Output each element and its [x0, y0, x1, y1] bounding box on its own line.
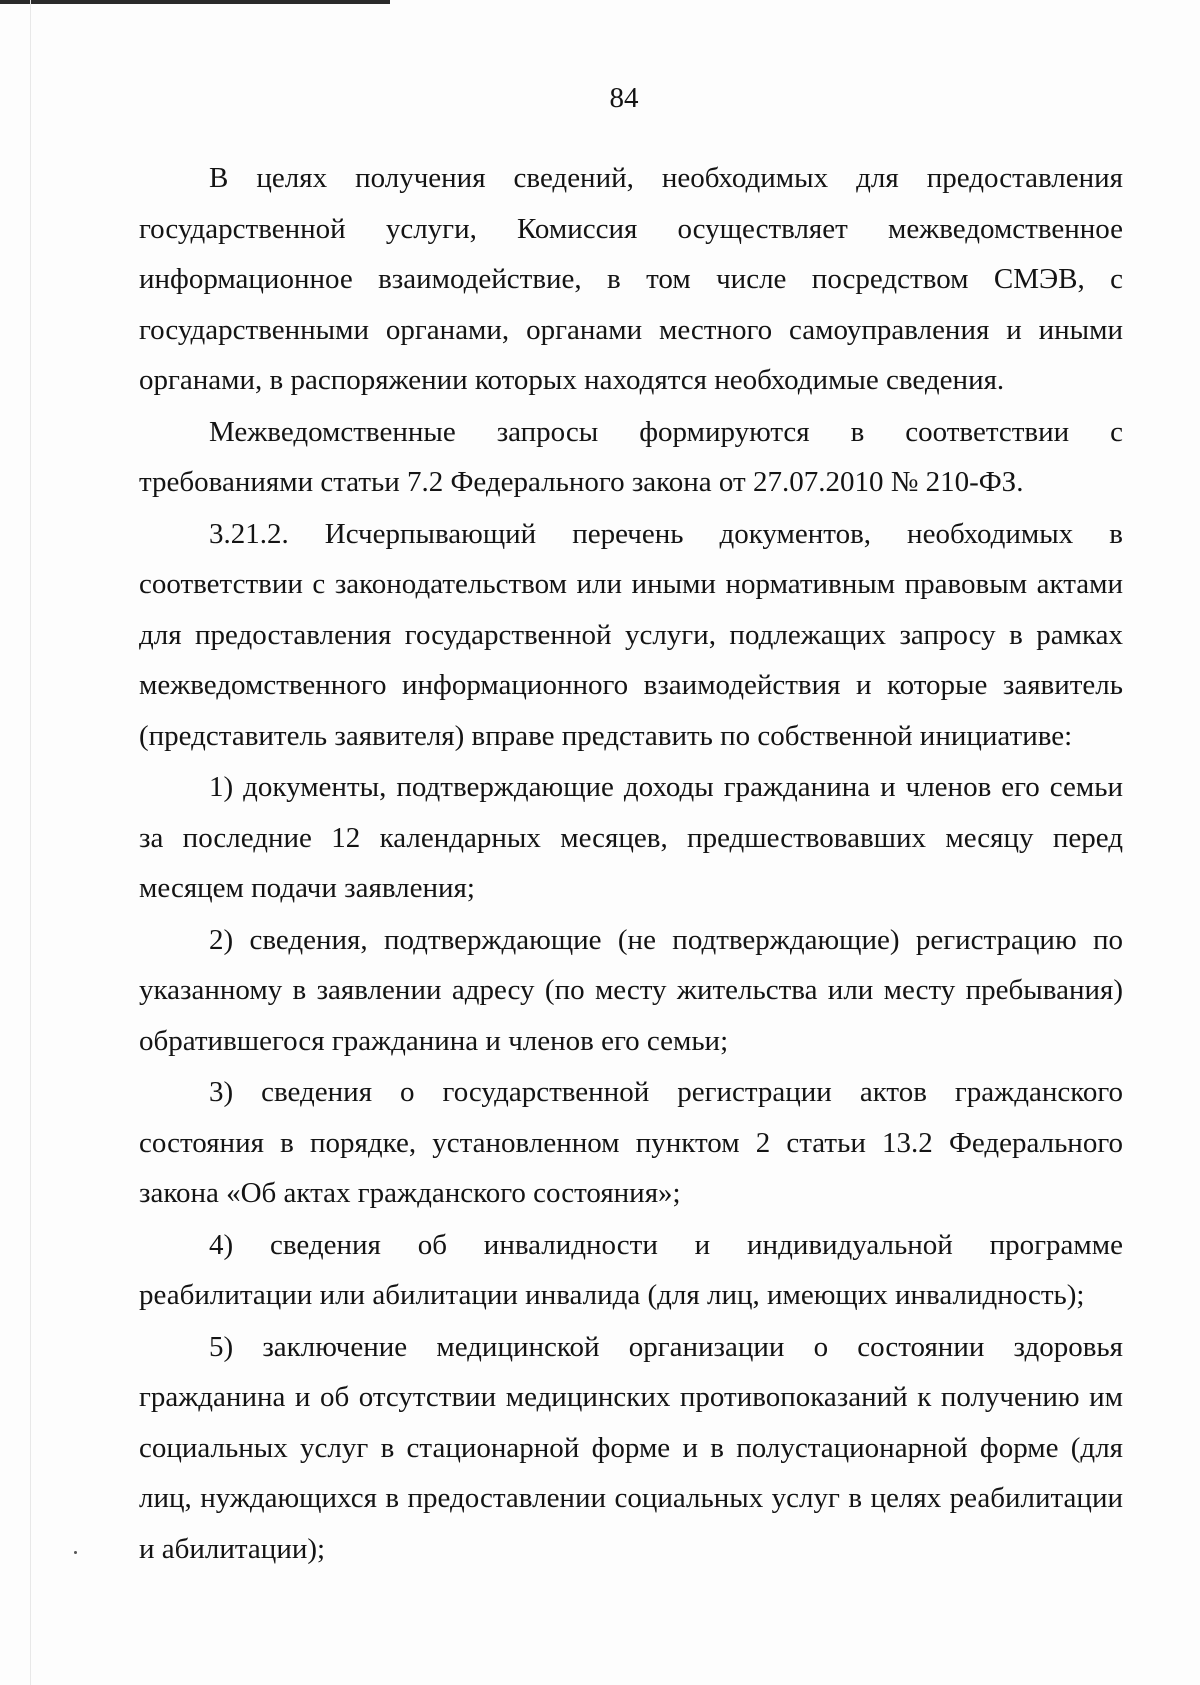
list-item-1-income-documents: 1) документы, подтверждающие доходы гражданина и членов его семьи за последние 12 календарных месяцев, предшествовавших месяцу перед месяцем подачи заявления; [139, 771, 1123, 904]
list-item-5-medical-conclusion: 5) заключение медицинской организации о состоянии здоровья гражданина и об отсутствии медицинских противопоказаний к получению им социальных услуг в стационарной форме и в полустационарной форме (для лиц, нуждающихся в предоставлении социальных услуг в целях реабилитации и абилитации); [139, 1330, 1123, 1565]
list-item-2-registration-info: 2) сведения, подтверждающие (не подтверждающие) регистрацию по указанному в заявлении адресу (по месту жительства или месту пребывания) обратившегося гражданина и членов его семьи; [139, 923, 1123, 1057]
paragraph-interagency-requests: Межведомственные запросы формируются в соответствии с требованиями статьи 7.2 Федерального закона от 27.07.2010 № 210-ФЗ. [139, 415, 1123, 498]
page-number: 84 [609, 82, 639, 114]
scan-margin-line [30, 0, 31, 1685]
document-body [139, 153, 1123, 1574]
scan-edge-shadow [0, 0, 390, 4]
scan-speck [74, 1551, 77, 1554]
list-item-4-disability-info: 4) сведения об инвалидности и индивидуальной программе реабилитации или абилитации инвалида (для лиц, имеющих инвалидность); [139, 1228, 1123, 1311]
paragraph-section-3-21-2: 3.21.2. Исчерпывающий перечень документов, необходимых в соответствии с законодательством или иными нормативным правовым актами для предоставления государственной услуги, подлежащих запросу в рамках межведомственного информационного взаимодействия и которые заявитель (представитель заявителя) вправе представить по собственной инициативе: [139, 517, 1123, 752]
list-item-3-civil-status-records: 3) сведения о государственной регистрации актов гражданского состояния в порядке, установленном пунктом 2 статьи 13.2 Федерального закона «Об актах гражданского состояния»; [139, 1076, 1123, 1209]
paragraph-interagency-cooperation: В целях получения сведений, необходимых для предоставления государственной услуги, Комиссия осуществляет межведомственное информационное взаимодействие, в том числе посредством СМЭВ, с государственными органами, органами местного самоуправления и иными органами, в распоряжении которых находятся необходимые сведения. [139, 162, 1123, 396]
